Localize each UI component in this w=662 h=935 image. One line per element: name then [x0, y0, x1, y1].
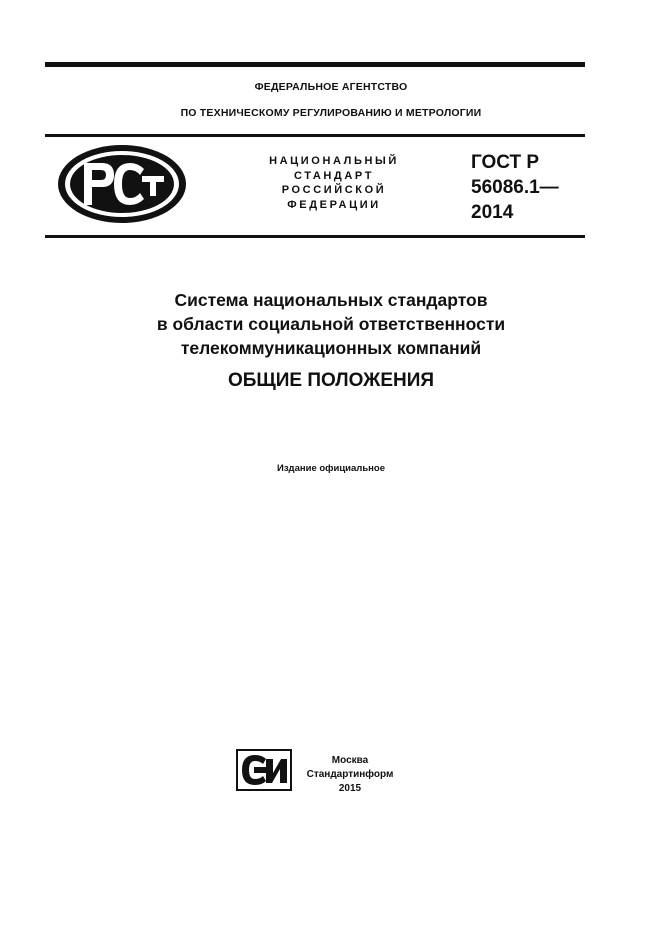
- rst-logo-icon: [56, 143, 188, 225]
- document-title-line: в области социальной ответственности: [156, 314, 506, 334]
- document-subtitle: ОБЩИЕ ПОЛОЖЕНИЯ: [227, 370, 435, 391]
- standartinform-logo-icon: [236, 749, 292, 791]
- top-rule: [45, 62, 585, 67]
- standard-code-line: 56086.1—: [471, 177, 559, 198]
- edition-label: Издание официальное: [277, 463, 385, 474]
- header-bottom-rule: [45, 235, 585, 238]
- standard-name-line: СТАНДАРТ: [293, 169, 375, 182]
- agency-line-2: ПО ТЕХНИЧЕСКОМУ РЕГУЛИРОВАНИЮ И МЕТРОЛОГИИ: [180, 107, 482, 119]
- standard-name-line: ФЕДЕРАЦИИ: [287, 198, 381, 211]
- standard-name-line: РОССИЙСКОЙ: [281, 184, 387, 196]
- standard-code-line: ГОСТ Р: [471, 152, 540, 173]
- publisher-city: Москва: [331, 755, 369, 766]
- standard-code: [471, 150, 559, 225]
- publisher-year: 2015: [338, 783, 362, 794]
- document-title: [0, 288, 662, 360]
- document-title-line: Система национальных стандартов: [174, 290, 488, 310]
- standard-name: [228, 154, 440, 212]
- header-rule: [45, 134, 585, 137]
- standard-code-line: 2014: [471, 202, 514, 223]
- standard-name-line: НАЦИОНАЛЬНЫЙ: [269, 155, 399, 167]
- document-title-line: телекоммуникационных компаний: [180, 338, 482, 358]
- agency-line-1: ФЕДЕРАЛЬНОЕ АГЕНТСТВО: [254, 81, 408, 93]
- publisher-block: [300, 754, 400, 796]
- publisher-name: Стандартинформ: [306, 769, 394, 780]
